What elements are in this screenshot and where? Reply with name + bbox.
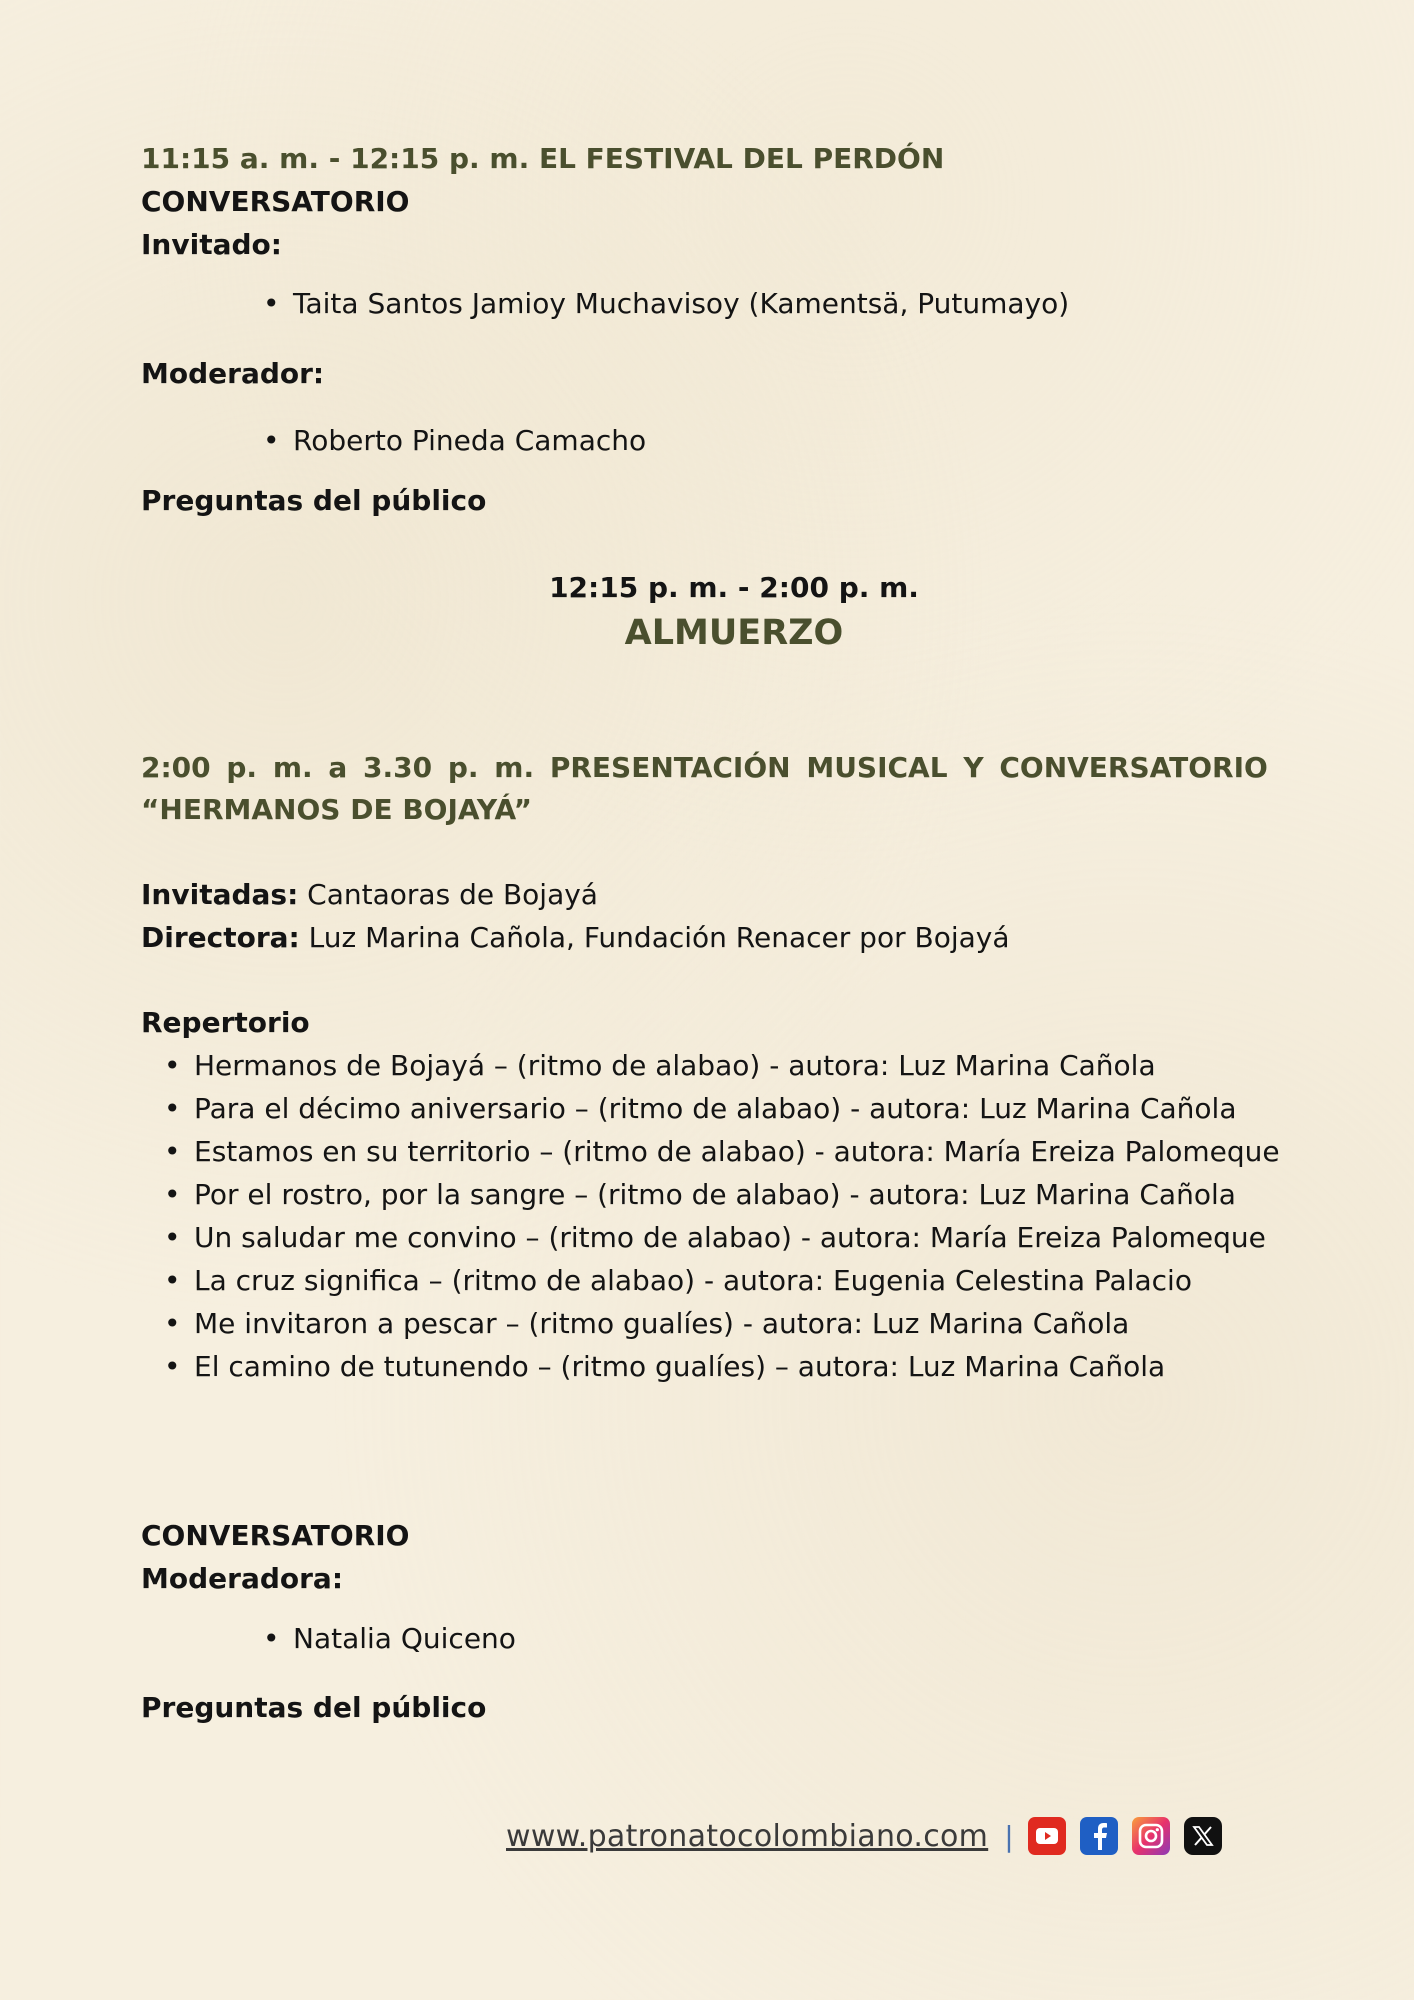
- youtube-icon[interactable]: [1028, 1817, 1066, 1855]
- repertoire-item: [164, 1130, 1344, 1173]
- bullet: •: [263, 424, 280, 457]
- session2-invited: [141, 875, 598, 915]
- repertoire-item: [164, 1302, 1344, 1345]
- x-icon[interactable]: [1184, 1817, 1222, 1855]
- repertoire-item-text: La cruz significa – (ritmo de alabao) - autora: Eugenia Celestina Palacio: [194, 1264, 1192, 1297]
- invited-value: Cantaoras de Bojayá: [298, 878, 598, 911]
- repertoire-item-text: Estamos en su territorio – (ritmo de alabao) - autora: María Ereiza Palomeque: [194, 1135, 1280, 1168]
- moderator-name: Roberto Pineda Camacho: [293, 424, 647, 457]
- session2-questions: Preguntas del público: [141, 1691, 487, 1724]
- bullet: •: [164, 1049, 181, 1082]
- session2-heading-line2: “HERMANOS DE BOJAYÁ”: [141, 793, 532, 826]
- bullet: •: [164, 1092, 181, 1125]
- repertoire-item-text: El camino de tutunendo – (ritmo gualíes) – autora: Luz Marina Cañola: [194, 1350, 1166, 1383]
- session2-heading-line1: 2:00 p. m. a 3.30 p. m. PRESENTACIÓN MUSICAL Y CONVERSATORIO: [141, 751, 1268, 784]
- invited-label: Invitadas:: [141, 878, 299, 911]
- footer-separator: |: [1004, 1819, 1014, 1853]
- repertoire-item: [164, 1173, 1344, 1216]
- instagram-icon[interactable]: [1132, 1817, 1170, 1855]
- session1-moderator-label: Moderador:: [141, 357, 325, 390]
- bullet: •: [164, 1221, 181, 1254]
- session2-conversatorio: CONVERSATORIO: [141, 1519, 410, 1552]
- bullet: •: [164, 1178, 181, 1211]
- repertoire-item-text: Por el rostro, por la sangre – (ritmo de alabao) - autora: Luz Marina Cañola: [194, 1178, 1236, 1211]
- session1-guest-label: Invitado:: [141, 228, 282, 261]
- bullet: •: [164, 1307, 181, 1340]
- session1-type: CONVERSATORIO: [141, 185, 410, 218]
- session1-questions: Preguntas del público: [141, 484, 487, 517]
- repertoire-item: [164, 1044, 1344, 1087]
- session2-moderator-item: [263, 1619, 516, 1659]
- bullet: •: [263, 1622, 280, 1655]
- session1-heading: 11:15 a. m. - 12:15 p. m. EL FESTIVAL DEL PERDÓN: [141, 142, 945, 175]
- session1-guest-item: [263, 284, 1070, 324]
- director-value: Luz Marina Cañola, Fundación Renacer por Bojayá: [299, 921, 1010, 954]
- bullet: •: [164, 1264, 181, 1297]
- session2-moderator-label: Moderadora:: [141, 1562, 344, 1595]
- bullet: •: [164, 1135, 181, 1168]
- session1-moderator-item: [263, 421, 647, 461]
- guest-name: Taita Santos Jamioy Muchavisoy (Kamentsä, Putumayo): [293, 287, 1070, 320]
- facebook-icon[interactable]: [1080, 1817, 1118, 1855]
- repertoire-item: [164, 1259, 1344, 1302]
- bullet: •: [263, 287, 280, 320]
- repertoire-item-text: Un saludar me convino – (ritmo de alabao) - autora: María Ereiza Palomeque: [194, 1221, 1266, 1254]
- lunch-title: ALMUERZO: [624, 613, 844, 653]
- website-link[interactable]: www.patronatocolombiano.com: [506, 1818, 989, 1854]
- session2-director: [141, 918, 1010, 958]
- lunch-time: 12:15 p. m. - 2:00 p. m.: [549, 571, 919, 604]
- repertoire-item-text: Me invitaron a pescar – (ritmo gualíes) - autora: Luz Marina Cañola: [194, 1307, 1130, 1340]
- repertoire-item-text: Para el décimo aniversario – (ritmo de alabao) - autora: Luz Marina Cañola: [194, 1092, 1237, 1125]
- repertoire-item: [164, 1087, 1344, 1130]
- repertoire-item: [164, 1216, 1344, 1259]
- bullet: •: [164, 1350, 181, 1383]
- repertoire-label: Repertorio: [141, 1006, 310, 1039]
- repertoire-item-text: Hermanos de Bojayá – (ritmo de alabao) - autora: Luz Marina Cañola: [194, 1049, 1156, 1082]
- moderator-name: Natalia Quiceno: [293, 1622, 516, 1655]
- director-label: Directora:: [141, 921, 300, 954]
- repertoire-item: [164, 1345, 1344, 1388]
- repertoire-list: [164, 1044, 1344, 1388]
- footer: [506, 1816, 1236, 1856]
